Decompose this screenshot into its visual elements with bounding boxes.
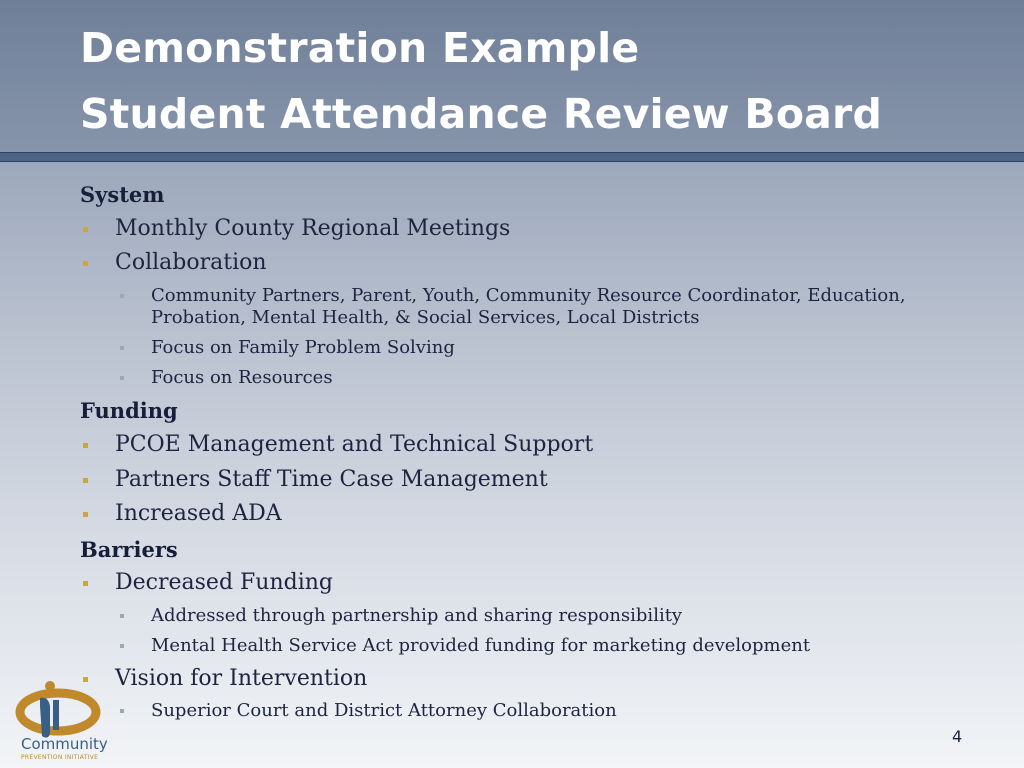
bullet-text: Monthly County Regional Meetings <box>115 216 511 241</box>
square-bullet-icon <box>120 294 124 298</box>
square-bullet-icon <box>83 227 88 232</box>
logo-name: Community <box>21 735 108 753</box>
bullet-text: Collaboration <box>115 250 267 275</box>
sub-bullet-text: Community Partners, Parent, Youth, Community Resource Coordinator, Education, <box>151 285 906 306</box>
square-bullet-icon <box>83 443 88 448</box>
square-bullet-icon <box>83 512 88 517</box>
slide-title-line-1: Demonstration Example <box>80 24 640 72</box>
bullet-text: PCOE Management and Technical Support <box>115 432 594 457</box>
slide-title-line-2: Student Attendance Review Board <box>80 90 883 138</box>
square-bullet-icon <box>83 261 88 266</box>
title-divider <box>0 152 1024 162</box>
section-heading-funding: Funding <box>80 398 178 423</box>
square-bullet-icon <box>120 376 124 380</box>
square-bullet-icon <box>120 614 124 618</box>
bullet-text: Vision for Intervention <box>115 666 368 691</box>
sub-bullet-text: Focus on Family Problem Solving <box>151 337 455 358</box>
square-bullet-icon <box>120 644 124 648</box>
logo-tagline: PREVENTION INITIATIVE <box>21 754 99 761</box>
sub-bullet-text: Probation, Mental Health, & Social Services, Local Districts <box>151 307 700 328</box>
square-bullet-icon <box>83 478 88 483</box>
square-bullet-icon <box>83 581 88 586</box>
sub-bullet-text: Addressed through partnership and sharing responsibility <box>151 605 683 626</box>
section-heading-system: System <box>80 182 165 207</box>
square-bullet-icon <box>120 709 124 713</box>
sub-bullet-text: Focus on Resources <box>151 367 333 388</box>
bullet-text: Increased ADA <box>115 501 282 526</box>
page-number: 4 <box>952 727 963 746</box>
title-area <box>0 0 1024 152</box>
section-heading-barriers: Barriers <box>80 537 178 562</box>
sub-bullet-text: Mental Health Service Act provided funding for marketing development <box>151 635 811 656</box>
bullet-text: Partners Staff Time Case Management <box>115 467 548 492</box>
bullet-text: Decreased Funding <box>115 570 333 595</box>
sub-bullet-text: Superior Court and District Attorney Collaboration <box>151 700 617 721</box>
square-bullet-icon <box>120 346 124 350</box>
